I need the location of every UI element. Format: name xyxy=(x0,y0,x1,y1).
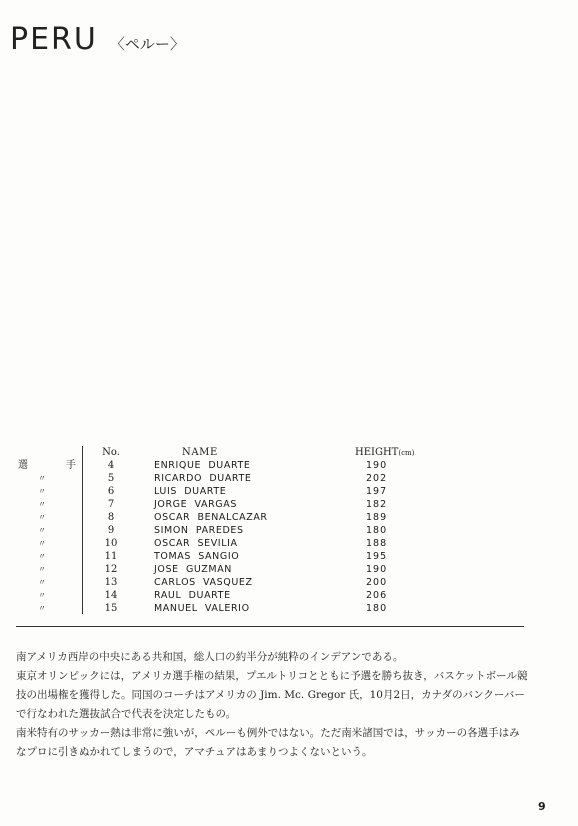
table-row xyxy=(0,602,578,615)
ditto-mark: 〃 xyxy=(38,539,46,548)
ditto-mark: 〃 xyxy=(38,500,46,509)
player-name: JOSE GUZMAN xyxy=(154,564,233,575)
page-number: 9 xyxy=(538,800,546,813)
ditto-mark: 〃 xyxy=(38,552,46,561)
player-number: 4 xyxy=(107,460,115,471)
ditto-mark: 〃 xyxy=(38,565,46,574)
player-number: 6 xyxy=(107,486,115,497)
player-number: 5 xyxy=(107,473,115,484)
table-row xyxy=(0,576,578,589)
player-height: 180 xyxy=(366,525,388,536)
player-name: RAUL DUARTE xyxy=(154,590,231,601)
player-height: 190 xyxy=(366,460,388,471)
player-height: 195 xyxy=(366,551,388,562)
note-paragraph: 東京オリンピックには，アメリカ選手権の結果，プエルトリコとともに予選を勝ち抜き，バスケットボール競技の出場権を獲得した。同国のコーチはアメリカの Jim. Mc. Gregor 氏，10月2日，カナダのバンクーバーで行なわれた選抜試合で代表を決定したもの。 xyxy=(16,670,528,720)
player-number: 12 xyxy=(104,564,118,575)
player-height: 182 xyxy=(366,499,388,510)
divider xyxy=(16,626,524,627)
player-number: 10 xyxy=(104,538,118,549)
header-no: No. xyxy=(102,447,120,458)
player-name: RICARDO DUARTE xyxy=(154,473,252,484)
player-height: 200 xyxy=(366,577,388,588)
player-number: 11 xyxy=(104,551,118,562)
country-name-japanese: 〈ペルー〉 xyxy=(109,35,185,53)
player-name: SIMON PAREDES xyxy=(154,525,244,536)
player-height: 206 xyxy=(366,590,388,601)
ditto-mark: 〃 xyxy=(38,474,46,483)
roster-table xyxy=(0,446,578,626)
player-height: 190 xyxy=(366,564,388,575)
table-row xyxy=(0,485,578,498)
player-number: 15 xyxy=(104,603,118,614)
player-name: MANUEL VALERIO xyxy=(154,603,250,614)
player-name: OSCAR SEVILIA xyxy=(154,538,238,549)
header-name: NAME xyxy=(182,447,218,458)
table-row xyxy=(0,537,578,550)
player-height: 189 xyxy=(366,512,388,523)
player-height: 197 xyxy=(366,486,388,497)
player-name: ENRIQUE DUARTE xyxy=(154,460,251,471)
note-paragraph: 南米特有のサッカー熱は非常に強いが，ペルーも例外ではない。ただ南米諸国では，サッカーの各選手はみなプロに引きぬかれてしまうので，アマチュアはあまりつよくないという。 xyxy=(16,727,520,758)
table-row xyxy=(0,511,578,524)
description xyxy=(16,648,528,762)
player-number: 9 xyxy=(107,525,115,536)
table-row xyxy=(0,459,578,472)
player-name: LUIS DUARTE xyxy=(154,486,227,497)
note-paragraph: 南アメリカ西岸の中央にある共和国，総人口の約半分が純粋のインデアンである。 xyxy=(16,651,404,663)
ditto-mark: 〃 xyxy=(38,526,46,535)
header-height: HEIGHT(cm) xyxy=(355,447,415,458)
player-name: JORGE VARGAS xyxy=(154,499,237,510)
player-height: 180 xyxy=(366,603,388,614)
player-name: OSCAR BENALCAZAR xyxy=(154,512,268,523)
player-number: 8 xyxy=(107,512,115,523)
player-height: 202 xyxy=(366,473,388,484)
role-label: 選 手 xyxy=(18,460,90,471)
table-row xyxy=(0,498,578,511)
player-number: 14 xyxy=(104,590,118,601)
player-name: CARLOS VASQUEZ xyxy=(154,577,253,588)
table-row xyxy=(0,472,578,485)
table-row xyxy=(0,524,578,537)
page-title xyxy=(10,22,185,57)
ditto-mark: 〃 xyxy=(38,604,46,613)
country-name: PERU xyxy=(10,22,98,57)
table-row xyxy=(0,589,578,602)
player-number: 13 xyxy=(104,577,118,588)
table-row xyxy=(0,550,578,563)
player-height: 188 xyxy=(366,538,388,549)
player-name: TOMAS SANGIO xyxy=(154,551,240,562)
table-header xyxy=(0,446,578,459)
ditto-mark: 〃 xyxy=(38,578,46,587)
ditto-mark: 〃 xyxy=(38,591,46,600)
player-number: 7 xyxy=(107,499,115,510)
ditto-mark: 〃 xyxy=(38,487,46,496)
table-row xyxy=(0,563,578,576)
ditto-mark: 〃 xyxy=(38,513,46,522)
